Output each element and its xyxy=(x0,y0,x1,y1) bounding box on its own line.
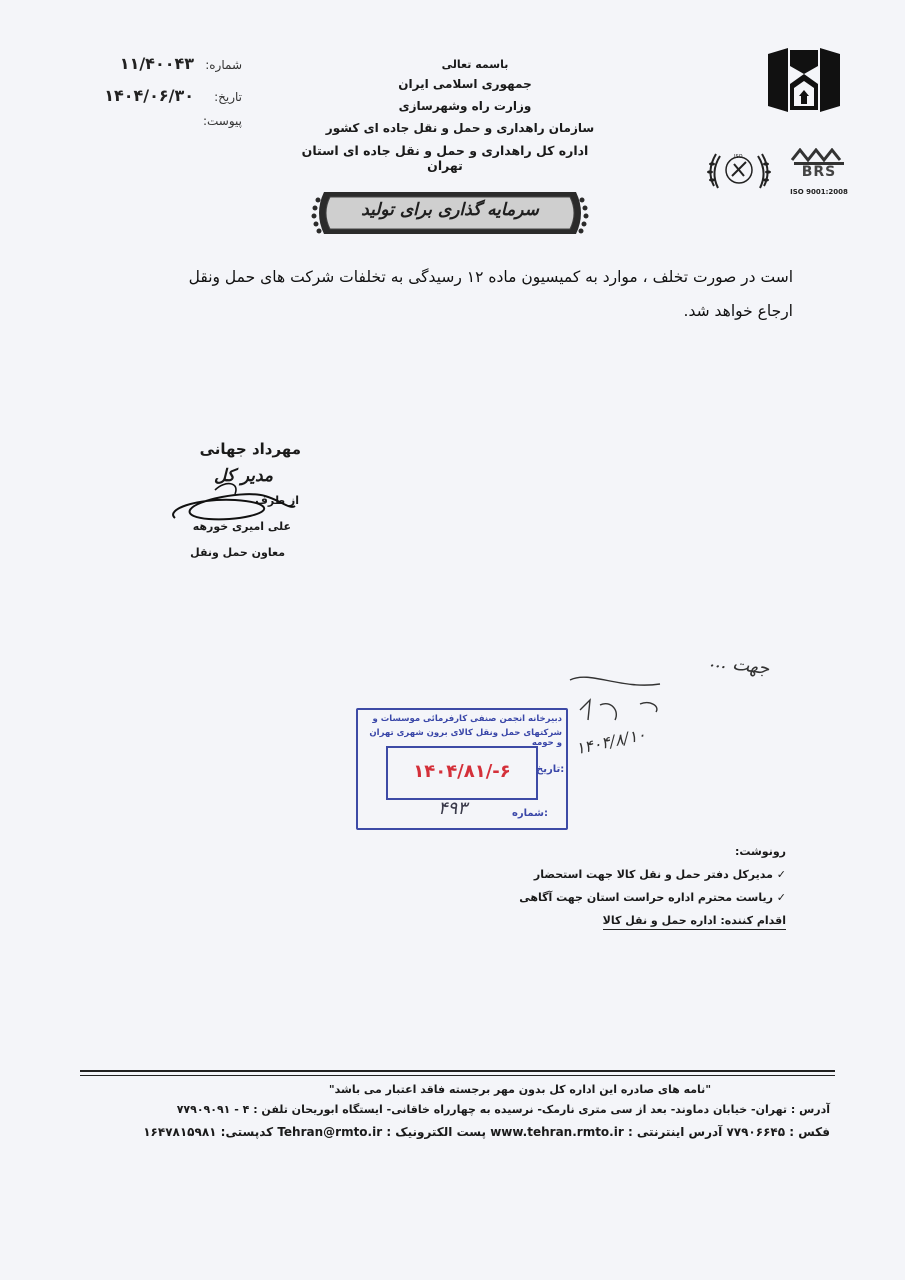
signature-block xyxy=(155,430,305,570)
received-stamp xyxy=(356,708,568,830)
number-label: شماره: xyxy=(205,58,242,72)
iso-text: ISO 9001:2008 xyxy=(790,188,848,196)
action-by: اقدام کننده: اداره حمل و نقل کالا xyxy=(603,914,786,930)
handwritten-date: ۱۴۰۴/۸/۱۰ xyxy=(574,724,648,759)
body-line-2: ارجاع خواهد شد. xyxy=(683,302,793,320)
footer-rule-thin xyxy=(80,1075,835,1076)
cc-item-2-text: ریاست محترم اداره حراست استان جهت آگاهی xyxy=(519,891,773,904)
footer-address: آدرس : تهران- خیابان دماوند- بعد از سی متری نارمک- نرسیده به چهارراه خاقانی- ایستگاه ابوریحان تلفن : ۴ - ۷۷۹۰۹۰۹۱ xyxy=(176,1103,830,1116)
header-country: جمهوری اسلامی ایران xyxy=(398,77,532,91)
brs-text: BRS xyxy=(801,164,837,180)
svg-text:ISO: ISO xyxy=(734,154,743,160)
header-organization: سازمان راهداری و حمل و نقل جاده ای کشور xyxy=(325,121,595,135)
letter-body xyxy=(100,260,793,328)
iso-seal-icon xyxy=(704,146,774,196)
on-behalf-label: از طرف xyxy=(255,494,299,507)
deputy-name: علی امیری خورهه xyxy=(192,520,291,533)
handwritten-note: جهت ... xyxy=(708,650,771,680)
header-ministry: وزارت راه وشهرسازی xyxy=(398,99,532,113)
slogan-banner xyxy=(310,188,590,238)
stamp-date-label: تاریخ: xyxy=(536,764,565,775)
stamp-date-box xyxy=(386,746,538,800)
cc-item xyxy=(480,868,786,881)
letter-meta xyxy=(92,52,242,132)
date-label: تاریخ: xyxy=(214,90,242,104)
slogan-text: سرمایه گذاری برای تولید xyxy=(361,200,539,220)
header-directorate: اداره کل راهداری و حمل و نقل جاده ای استان تهران xyxy=(301,143,589,173)
letter-header xyxy=(290,58,600,173)
stamp-number-value: ۴۹۳ xyxy=(438,798,468,819)
check-icon: ✓ xyxy=(776,891,786,904)
basmala: باسمه تعالی xyxy=(441,58,509,71)
footer-rule xyxy=(80,1070,835,1072)
cc-item-1-text: مدیرکل دفتر حمل و نقل کالا جهت استحضار xyxy=(533,868,773,881)
cc-item xyxy=(480,891,786,904)
stamp-date-value: ۱۴۰۴/۸۱/-۶ xyxy=(413,761,511,782)
stamp-org-line-1: دبیرخانه انجمن صنفی کارفرمائی موسسات و xyxy=(372,714,562,724)
attachment-label: پیوست: xyxy=(202,114,242,128)
footer-notice: "نامه های صادره این اداره کل بدون مهر برجسته فاقد اعتبار می باشد" xyxy=(328,1083,712,1096)
footer xyxy=(90,1083,830,1139)
brs-certification-logo xyxy=(790,148,848,200)
signatory-title: مدیر کل xyxy=(213,466,273,486)
cc-block xyxy=(480,845,786,930)
signatory-name: مهرداد جهانی xyxy=(199,440,301,458)
cc-title: رونوشت: xyxy=(734,845,786,858)
stamp-number-label: شماره: xyxy=(512,808,548,819)
check-icon: ✓ xyxy=(776,868,786,881)
footer-contact: فکس : ۷۷۹۰۶۶۴۵ آدرس اینترنتی : www.tehran.rmto.ir پست الکترونیک : Tehran@rmto.ir کدپستی: ۱۶۴۷۸۱۵۹۸۱ xyxy=(143,1125,830,1139)
deputy-title: معاون حمل ونقل xyxy=(190,546,285,559)
stamp-org-line-2: شرکتهای حمل ونقل کالای برون شهری تهران و حومه xyxy=(369,728,562,748)
letter-number: ۱۱/۴۰۰۴۳ xyxy=(119,54,194,73)
body-line-1: است در صورت تخلف ، موارد به کمیسیون ماده ۱۲ رسیدگی به تخلفات شرکت های حمل ونقل xyxy=(188,268,793,286)
letter-date: ۱۴۰۴/۰۶/۳۰ xyxy=(104,86,194,105)
ministry-emblem-icon xyxy=(764,44,844,116)
